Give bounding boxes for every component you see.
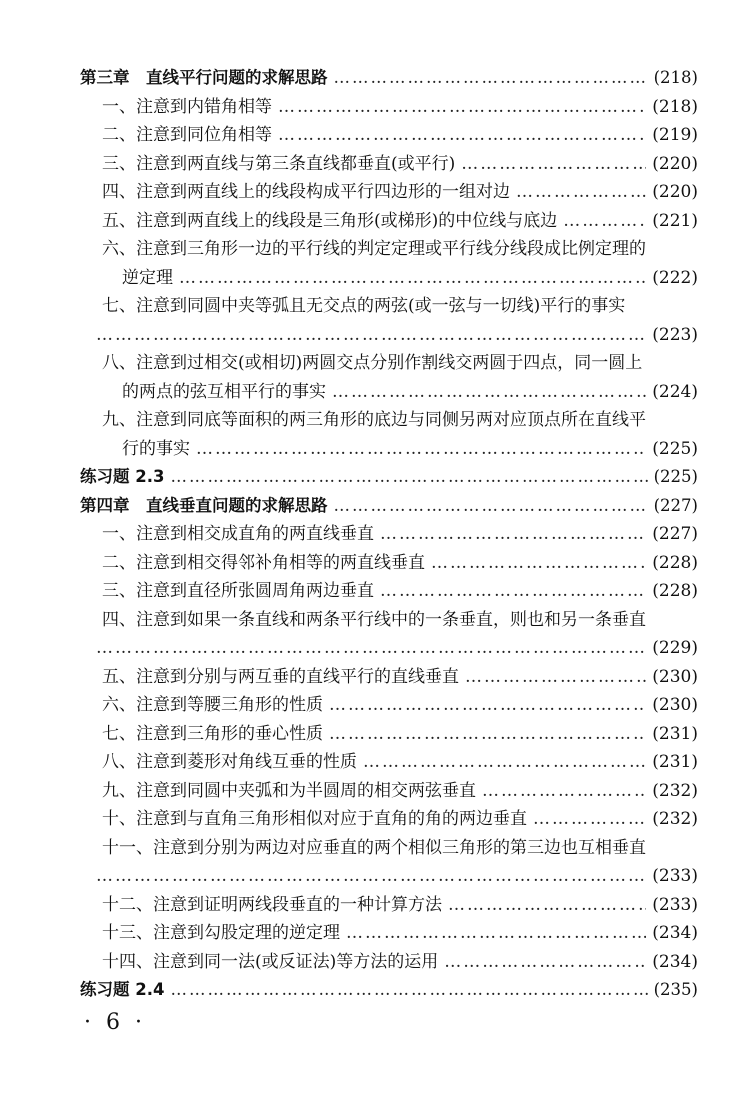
dot-leader	[334, 64, 648, 93]
toc-entry-title: 七、注意到同圆中夹等弧且无交点的两弦(或一弦与一切线)平行的事实	[102, 296, 626, 316]
toc-entry[interactable]	[80, 777, 698, 806]
toc-entry-title: 逆定理	[122, 267, 173, 288]
toc-entry[interactable]	[80, 264, 698, 293]
toc-entry-title: 十四、注意到同一法(或反证法)等方法的运用	[102, 951, 439, 972]
toc-entry[interactable]	[80, 549, 698, 578]
dot-leader	[431, 549, 646, 578]
toc-entry[interactable]	[80, 862, 698, 891]
toc-entry[interactable]	[80, 805, 698, 834]
dot-leader	[461, 150, 646, 179]
dot-leader	[170, 463, 647, 492]
toc-entry-title: 练习题 2.4	[80, 980, 165, 999]
toc-entry[interactable]	[80, 178, 698, 207]
toc-entry-page: (219)	[652, 125, 698, 145]
dot-leader	[96, 862, 646, 891]
toc-entry-title: 十一、注意到分别为两边对应垂直的两个相似三角形的第三边也互相垂直	[102, 837, 646, 858]
toc-entry-title: 四、注意到如果一条直线和两条平行线中的一条垂直，则也和另一条垂直	[102, 609, 646, 630]
dot-leader	[170, 976, 647, 1005]
toc-entry-page: (228)	[652, 552, 698, 573]
toc-entry[interactable]	[80, 121, 698, 150]
toc-entry-title: 一、注意到内错角相等	[102, 96, 272, 117]
toc-entry[interactable]	[80, 691, 698, 720]
toc-entry-page: (223)	[652, 324, 698, 345]
toc-entry[interactable]	[80, 321, 698, 350]
toc-entry-title: 行的事实	[122, 438, 190, 459]
toc-entry-title: 二、注意到相交得邻补角相等的两直线垂直	[102, 552, 425, 573]
toc-entry-page: (225)	[653, 467, 698, 486]
toc-entry-page: (232)	[652, 780, 698, 801]
toc-entry-page: (228)	[652, 581, 698, 601]
toc-entry[interactable]	[80, 406, 698, 435]
toc-entry-title: 六、注意到三角形一边的平行线的判定定理或平行线分线段成比例定理的	[102, 239, 646, 259]
dot-leader	[346, 919, 646, 948]
dot-leader	[482, 777, 646, 806]
toc-entry[interactable]	[80, 207, 698, 236]
dot-leader	[96, 634, 646, 663]
toc-entry-page: (230)	[652, 666, 698, 687]
toc-entry-page: (232)	[652, 809, 698, 829]
toc-entry[interactable]	[80, 435, 698, 464]
toc-entry[interactable]	[80, 520, 698, 549]
toc-entry[interactable]	[80, 150, 698, 179]
toc-entry-page: (231)	[652, 752, 698, 772]
dot-leader	[380, 577, 646, 606]
dot-leader	[329, 691, 646, 720]
toc-entry[interactable]	[80, 748, 698, 777]
dot-leader	[516, 178, 646, 207]
toc-entry-page: (233)	[652, 894, 698, 915]
toc-entry[interactable]	[80, 634, 698, 663]
toc-heading[interactable]	[80, 492, 698, 521]
toc-entry[interactable]	[80, 378, 698, 407]
toc-entry-title: 练习题 2.3	[80, 467, 165, 486]
toc-entry-title: 八、注意到菱形对角线互垂的性质	[102, 752, 357, 772]
toc-entry[interactable]	[80, 93, 698, 122]
toc-entry-page: (221)	[652, 210, 698, 231]
dot-leader	[444, 948, 646, 977]
toc-entry-title: 六、注意到等腰三角形的性质	[102, 695, 323, 715]
toc-entry-title: 第三章 直线平行问题的求解思路	[80, 68, 328, 87]
toc-heading[interactable]	[80, 64, 698, 93]
toc-entry[interactable]	[80, 919, 698, 948]
toc-entry-title: 二、注意到同位角相等	[102, 125, 272, 145]
toc-entry[interactable]	[80, 235, 698, 264]
toc-entry[interactable]	[80, 834, 698, 863]
toc-entry[interactable]	[80, 577, 698, 606]
dot-leader	[363, 748, 646, 777]
toc-entry-title: 八、注意到过相交(或相切)两圆交点分别作割线交两圆于四点，同一圆上	[102, 353, 643, 373]
toc-entry-page: (222)	[652, 267, 698, 288]
toc-entry-page: (218)	[652, 96, 698, 117]
toc-entry-page: (220)	[652, 153, 698, 174]
toc-entry-page: (235)	[653, 980, 698, 999]
toc-entry-title: 一、注意到相交成直角的两直线垂直	[102, 524, 374, 544]
toc-entry-page: (225)	[652, 438, 698, 459]
dot-leader	[380, 520, 646, 549]
toc-entry[interactable]	[80, 349, 698, 378]
toc-entry-title: 的两点的弦互相平行的事实	[122, 381, 326, 402]
toc-entry-title: 第四章 直线垂直问题的求解思路	[80, 495, 328, 515]
table-of-contents	[80, 64, 698, 1005]
page-number: · 6 ·	[84, 1010, 146, 1035]
dot-leader	[96, 321, 646, 350]
toc-entry[interactable]	[80, 720, 698, 749]
toc-entry-title: 五、注意到分别与两互垂的直线平行的直线垂直	[102, 666, 459, 687]
toc-entry-title: 三、注意到直径所张圆周角两边垂直	[102, 581, 374, 601]
dot-leader	[563, 207, 646, 236]
toc-entry[interactable]	[80, 948, 698, 977]
dot-leader	[278, 93, 646, 122]
toc-entry[interactable]	[80, 891, 698, 920]
dot-leader	[448, 891, 646, 920]
toc-entry-title: 十、注意到与直角三角形相似对应于直角的角的两边垂直	[102, 809, 527, 829]
toc-entry[interactable]	[80, 606, 698, 635]
toc-entry-page: (227)	[653, 495, 698, 515]
dot-leader	[196, 435, 646, 464]
toc-entry-page: (234)	[652, 951, 698, 972]
toc-entry-title: 七、注意到三角形的垂心性质	[102, 723, 323, 744]
dot-leader	[533, 805, 646, 834]
toc-entry-page: (234)	[652, 923, 698, 943]
toc-entry-title: 九、注意到同底等面积的两三角形的底边与同侧另两对应顶点所在直线平	[102, 410, 646, 430]
dot-leader	[334, 492, 648, 521]
toc-entry-page: (224)	[652, 381, 698, 402]
toc-entry[interactable]	[80, 663, 698, 692]
dot-leader	[179, 264, 646, 293]
toc-entry-title: 五、注意到两直线上的线段是三角形(或梯形)的中位线与底边	[102, 210, 558, 231]
toc-entry-title: 四、注意到两直线上的线段构成平行四边形的一组对边	[102, 182, 510, 202]
toc-entry-page: (233)	[652, 866, 698, 886]
dot-leader	[278, 121, 646, 150]
dot-leader	[465, 663, 646, 692]
toc-entry-page: (227)	[652, 524, 698, 544]
toc-entry-page: (231)	[652, 723, 698, 744]
dot-leader	[329, 720, 646, 749]
toc-entry[interactable]	[80, 292, 698, 321]
toc-entry-page: (220)	[652, 182, 698, 202]
toc-heading[interactable]	[80, 463, 698, 492]
dot-leader	[332, 378, 646, 407]
toc-entry-title: 三、注意到两直线与第三条直线都垂直(或平行)	[102, 153, 456, 174]
toc-entry-page: (229)	[652, 638, 698, 658]
toc-entry-page: (218)	[653, 68, 698, 87]
toc-entry-page: (230)	[652, 695, 698, 715]
toc-entry-title: 九、注意到同圆中夹弧和为半圆周的相交两弦垂直	[102, 780, 476, 801]
toc-entry-title: 十二、注意到证明两线段垂直的一种计算方法	[102, 894, 442, 915]
toc-entry-title: 十三、注意到勾股定理的逆定理	[102, 923, 340, 943]
toc-heading[interactable]	[80, 976, 698, 1005]
